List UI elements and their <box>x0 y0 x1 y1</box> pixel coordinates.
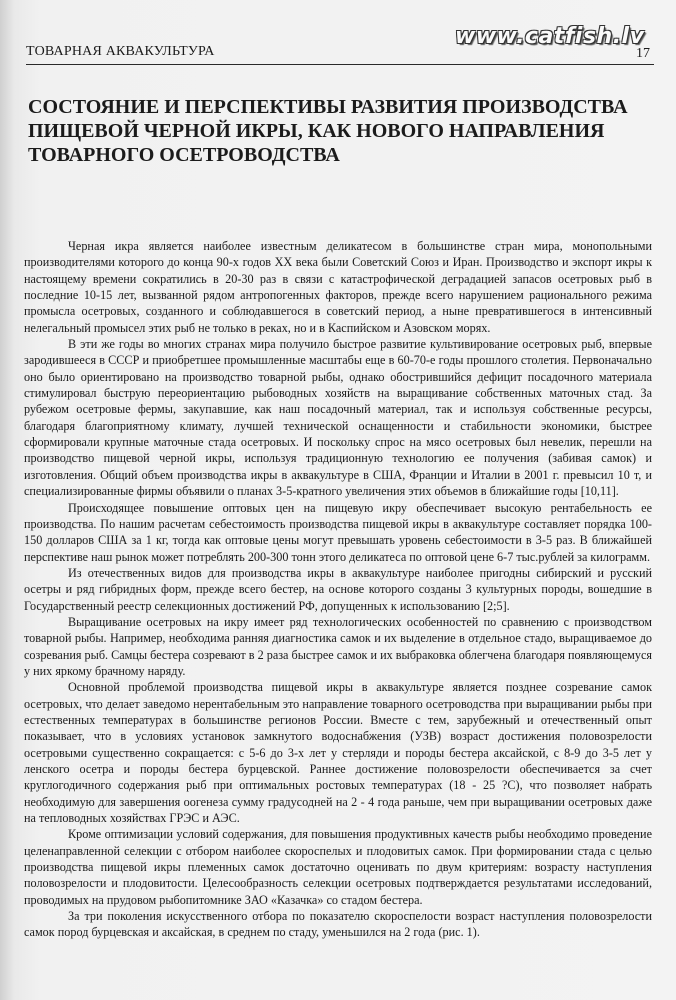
page-number: 17 <box>636 46 650 61</box>
running-head: ТОВАРНАЯ АКВАКУЛЬТУРА <box>26 44 215 59</box>
paragraph: Основной проблемой производства пищевой икры в аквакультуре является позднее созревание самок осетровых, что делает заведомо нерентабельным это направление товарного осетроводства при выращивании рыбы при естественных температурах в большинстве регионов России. Вместе с тем, зарубежный и отечественный опыт показывает, что в условиях установок замкнутого водоснабжения (УЗВ) возраст достижения половозрелости осетровыми существенно сокращается: с 5-6 до 3-х лет у стерляди и породы бестера аксайской, с 8-9 до 3-5 лет у ленского осетра и породы бестера бурцевской. Раннее достижение половозрелости обеспечивается за счет круглогодичного содержания рыб при оптимальных ростовых температурах (18 - 25 ?С), что позволяет набрать необходимую для завершения оогенеза сумму градусодней на 2 - 4 года раньше, чем при выращивании осетровых даже на тепловодных хозяйствах ГРЭС и АЭС. <box>24 680 652 826</box>
watermark-logo: www.catfish.lv <box>455 24 645 49</box>
paragraph: Происходящее повышение оптовых цен на пищевую икру обеспечивает высокую рентабельность ее производства. По нашим расчетам себестоимость производства пищевой икры в аквакультуре составляет порядка 100-150 долларов США за 1 кг, тогда как оптовые цены могут превышать уровень себестоимости в 3-5 раз. В ближайшей перспективе наш рынок может потреблять 200-300 тонн этого деликатеса по оптовой цене 6-7 тыс.рублей за килограмм. <box>24 500 652 564</box>
paragraph: Кроме оптимизации условий содержания, для повышения продуктивных качеств рыбы необходимо проведение целенаправленной селекции с отбором наиболее скороспелых и плодовитых самок. При формировании стада с целью производства пищевой икры племенных самок достаточно оценивать по двум критериям: возрасту наступления половозрелости и плодовитости. Целесообразность селекции осетровых подтверждается результатами исследований, проводимых на прудовом рыбопитомнике ЗАО «Казачка» со стадом бестера. <box>24 827 652 907</box>
paragraph: За три поколения искусственного отбора по показателю скороспелости возраст наступления половозрелости самок пород бурцевская и аксайская, в среднем по стаду, уменьшился на 2 года (рис. 1). <box>24 909 652 940</box>
paragraph: Выращивание осетровых на икру имеет ряд технологических особенностей по сравнению с производством товарной рыбы. Например, необходима ранняя диагностика самок и их выделение в отдельное стадо, выращиваемое до созревания рыб. Самцы бестера созревают в 2 раза быстрее самок и их выбраковка облегчена благодаря появляющемуся у них яркому брачному наряду. <box>24 614 652 678</box>
paragraph: Черная икра является наиболее известным деликатесом в большинстве стран мира, монопольными производителями которого до конца 90-х годов XX века были Советский Союз и Иран. Производство и экспорт икры к настоящему времени сократились в 20-30 раз в связи с катастрофической деградацией запасов осетровых рыб в последние 10-15 лет, вызванной рядом антропогенных факторов, прежде всего нарушением рационального режима промысла осетровых, созданного и соблюдавшегося в советский период, а ныне превратившегося в интенсивный нелегальный промысел этих рыб не только в реках, но и в Каспийском и Азовском морях. <box>24 239 652 335</box>
article-title: СОСТОЯНИЕ И ПЕРСПЕКТИВЫ РАЗВИТИЯ ПРОИЗВОДСТВА ПИЩЕВОЙ ЧЕРНОЙ ИКРЫ, КАК НОВОГО НАПРАВЛЕНИЯ ТОВАРНОГО ОСЕТРОВОДСТВА <box>28 96 628 166</box>
paragraph: Из отечественных видов для производства икры в аквакультуре наиболее пригодны сибирский и русский осетры и ряд гибридных форм, прежде всего бестер, на основе которого созданы 3 культурных породы, вошедшие в Государственный реестр селекционных достижений РФ, допущенных к использованию [2;5]. <box>24 565 652 613</box>
article-body <box>24 238 652 941</box>
paragraph: В эти же годы во многих странах мира получило быстрое развитие культивирование осетровых рыб, впервые зародившееся в СССР и приобретшее промышленные масштабы еще в 60-70-е годы прошлого столетия. Первоначально оно было ориентировано на производство товарной рыбы, однако обострившийся дефицит посадочного материала стимулировал быструю переориентацию рыбоводных хозяйств на выращивание собственных маточных стад. За рубежом осетровые фермы, закупавшие, как наш посадочный материал, так и используя собственные ресурсы, благодаря благоприятному климату, лучшей технической оснащенности и стабильности экономики, быстрее сформировали крупные маточные стада осетровых. И поскольку спрос на мясо осетровых был невелик, перешли на производство пищевой черной икры, используя традиционную технологию ее получения (забивая самок) и изготовления. Общий объем производства икры в аквакультуре в США, Франции и Италии в 2001 г. превысил 10 т, и специализированные фирмы объявили о планах 3-5-кратного увеличения этих объемов в ближайшие годы [10,11]. <box>24 337 652 499</box>
header-divider <box>26 64 654 65</box>
